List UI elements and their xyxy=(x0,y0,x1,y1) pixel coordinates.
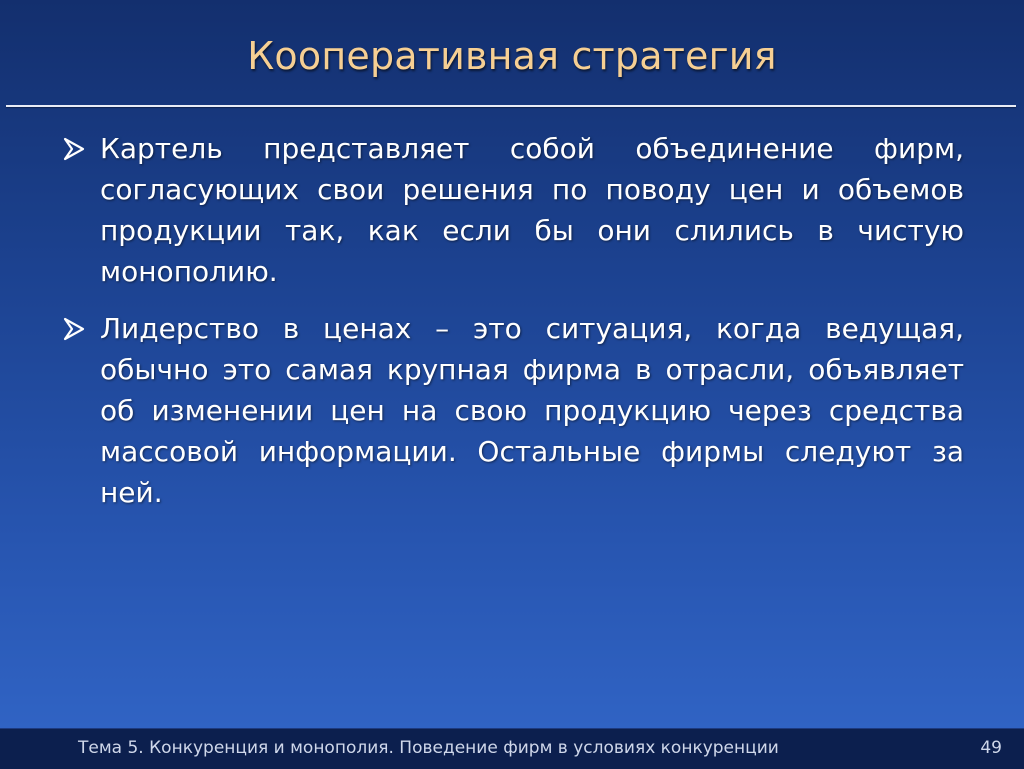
page-number: 49 xyxy=(980,738,1002,758)
chevron-right-outline-icon xyxy=(62,137,86,161)
bullet-text: Картель представляет собой объединение фирм, согласующих свои решения по поводу цен и объемов продукции так, как если бы они слились в чистую монополию. xyxy=(100,132,964,288)
chevron-right-outline-icon xyxy=(62,317,86,341)
bullet-item xyxy=(58,128,964,292)
bullet-item xyxy=(58,308,964,513)
title-divider xyxy=(6,105,1016,107)
bullet-list xyxy=(58,128,964,529)
slide-footer xyxy=(0,728,1024,769)
bullet-text: Лидерство в ценах – это ситуация, когда ведущая, обычно это самая крупная фирма в отрасли, объявляет об изменении цен на свою продукцию через средства массовой информации. Остальные фирмы следуют за ней. xyxy=(100,312,964,509)
footer-caption: Тема 5. Конкуренция и монополия. Поведение фирм в условиях конкуренции xyxy=(78,738,779,758)
slide-title: Кооперативная стратегия xyxy=(247,34,777,78)
